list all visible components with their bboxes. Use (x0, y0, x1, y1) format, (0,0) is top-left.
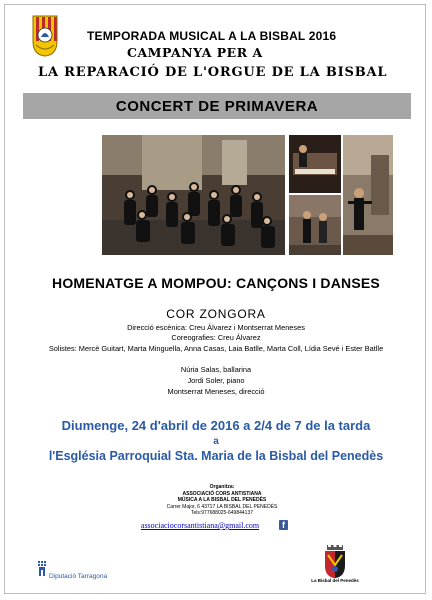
performers-list (5, 365, 426, 398)
facebook-icon[interactable]: f (279, 520, 288, 530)
direction-credit: Direcció escènica: Creu Álvarez i Montserrat Meneses (127, 323, 305, 332)
organizer-address: Carrer Major, 6 43717 LA BISBAL DEL PENEDÈS (166, 503, 278, 510)
organizer-heading: Organitza: (209, 484, 235, 490)
organizer-subtitle: MÚSICA A LA BISBAL DEL PENEDÈS (177, 497, 267, 503)
soloists-credit: Solistes: Mercè Guitart, Marta Minguella, Anna Casas, Laia Batlle, Marta Coll, Lídia Sevé i Ester Batlle (48, 344, 384, 353)
organizer-email-link[interactable]: associaciocorsantistiana@gmail.com (140, 521, 260, 530)
performer-director: Montserrat Meneses, direcció (167, 387, 265, 396)
organizer-phone: Tels:977688025-649844137 (191, 510, 253, 516)
concert-title: CONCERT DE PRIMAVERA (115, 97, 319, 115)
performer-dancer: Núria Salas, ballarina (180, 365, 252, 374)
dancers-photo (343, 135, 393, 255)
dance-photo (289, 195, 341, 255)
choreography-credit: Coreografies: Creu Álvarez (171, 333, 261, 342)
choir-photo (102, 135, 285, 255)
campaign-title: CAMPANYA PER A (127, 45, 263, 60)
poster-page (4, 4, 426, 594)
event-date: Diumenge, 24 d'abril de 2016 a 2/4 de 7 de la tarda (61, 418, 371, 433)
diputacio-label: Diputació Tarragona (49, 573, 108, 580)
ajuntament-label: La Bisbal del Penedès (311, 578, 359, 583)
organizer-block (133, 484, 311, 517)
ajuntament-logo (305, 545, 365, 587)
event-connector: a (213, 436, 219, 447)
diputacio-logo-icon (37, 561, 47, 577)
municipal-shield-icon (305, 545, 365, 579)
performer-pianist: Jordi Soler, piano (187, 376, 245, 385)
event-venue: l'Església Parroquial Sta. Maria de la Bisbal del Penedès (48, 449, 384, 463)
concert-title-bar (23, 93, 411, 119)
piano-photo (289, 135, 341, 193)
choir-name: COR ZONGORA (166, 307, 266, 321)
coat-of-arms-icon (32, 15, 58, 57)
organizer-name: ASSOCIACIÓ CORS ANTISTIANA (182, 490, 262, 497)
program-title: HOMENATGE A MOMPOU: CANÇONS I DANSES (52, 275, 380, 291)
season-title: TEMPORADA MUSICAL A LA BISBAL 2016 (87, 29, 337, 43)
diputacio-logo (37, 561, 127, 581)
repair-title: LA REPARACIÓ DE L'ORGUE DE LA BISBAL (38, 65, 388, 80)
